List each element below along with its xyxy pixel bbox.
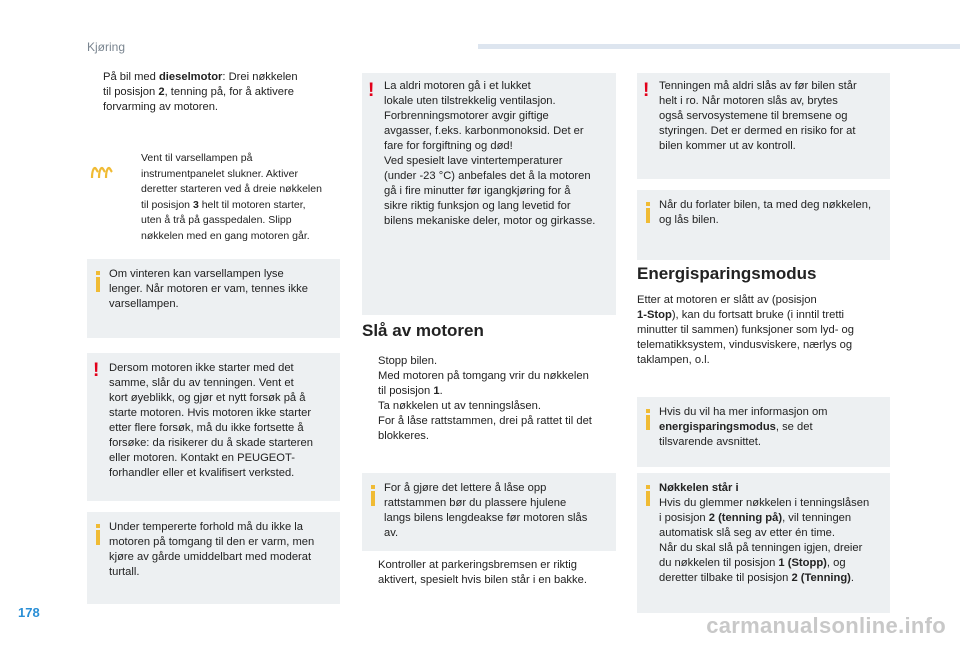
list-item: Med motoren på tomgang vrir du nøkkelen til posisjon 1. [362,369,618,399]
arrow-icon [362,369,378,399]
watermark: carmanualsonline.info [706,613,946,638]
info-box-leave-car: Når du forlater bilen, ta med deg nøkkelen, og lås bilen. [637,190,890,260]
heading-stop-engine: Slå av motoren [362,321,484,340]
warning-icon: ! [368,80,375,101]
section-title: Kjøring [87,40,126,54]
warning-box-start-failure: ! Dersom motoren ikke starter med det samme, slår du av tenningen. Vent et kort øyeblikk, og gjør et nytt forsøk på å starte motoren. Hvis motoren ikke starter etter flere forsøk, må du ikke fortsette å forsøke: da risikerer du å skade starteren eller motoren. Kontakt en PEUGEOT- forhandler eller et kvalifisert verksted. [87,353,340,501]
diesel-text: På bil med dieselmotor: Drei nøkkelen til posisjon 2, tenning på, for å aktivere forvarming av motoren. [103,71,298,113]
arrow-icon [87,70,103,115]
stop-steps-list [362,354,618,444]
glow-plug-icon [90,166,116,180]
info-icon [93,271,104,293]
arrow-icon [362,399,378,414]
info-icon [643,409,654,431]
heading-energy-saving: Energisparingsmodus [637,264,817,283]
energy-saving-paragraph: Etter at motoren er slått av (posisjon 1-Stop), kan du fortsatt bruke (i inntil tretti minutter til sammen) funksjoner som lyd- og telematikksystem, vindusviskere, nærlys og taklampen, o.l. [637,294,854,366]
page-number: 178 [18,605,40,620]
info-box-temperate: Under tempererte forhold må du ikke la motoren på tomgang til den er varm, men kjøre av gårde umiddelbart med moderat turtall. [87,512,340,604]
arrow-icon [362,414,378,444]
list-item: For å låse rattstammen, drei på rattet til det blokkeres. [362,414,618,444]
info-box-steering-lock: For å gjøre det lettere å låse opp rattstammen bør du plassere hjulene langs bilens lengdeakse før motoren slås av. [362,473,616,551]
info-icon [643,485,654,507]
header-bar [478,44,960,49]
list-item: Ta nøkkelen ut av tenningslåsen. [362,399,618,414]
info-box-key-left: Nøkkelen står i Hvis du glemmer nøkkelen i tenningslåsen i posisjon 2 (tenning på), vil tenningen automatisk slå seg av etter én time. Når du skal slå på tenningen igjen, dreier du nøkkelen til posisjon 1 (Stopp), og deretter tilbake til posisjon 2 (Tenning). [637,473,890,613]
info-box-winter: Om vinteren kan varsellampen lyse lenger. Når motoren er vam, tennes ikke varsellampen. [87,259,340,338]
key-left-title: Nøkkelen står i [659,482,739,494]
glow-note: Vent til varsellampen på instrumentpanelet slukner. Aktiver deretter starteren ved å dreie nøkkelen til posisjon 3 helt til motoren starter, uten å trå på gasspedalen. Slipp nøkkelen med en gang motoren går. [141,152,322,242]
warning-icon: ! [93,360,100,381]
warning-box-ventilation: ! La aldri motoren gå i et lukket lokale uten tilstrekkelig ventilasjon. Forbrenningsmotorer avgir giftige avgasser, f.eks. karbonmonoksid. Det er fare for forgiftning og død! Ved spesielt lave vintertemperaturer (under -23 °C) anbefales det å la motoren gå i fire minutter før igangkjøring for å sikre riktig funksjon og lang levetid for bilens mekaniske deler, motor og girkasse. [362,73,616,315]
diesel-bullet [87,70,337,115]
parking-brake-bullet: Kontroller at parkeringsbremsen er riktig aktivert, spesielt hvis bilen står i en bakke. [362,558,618,588]
info-icon [643,202,654,224]
info-box-more-info: Hvis du vil ha mer informasjon om energisparingsmodus, se det tilsvarende avsnittet. [637,397,890,467]
arrow-icon [362,558,378,588]
info-icon [368,485,379,507]
info-icon [93,524,104,546]
arrow-icon [362,354,378,369]
list-item: Stopp bilen. [362,354,618,369]
warning-box-ignition: ! Tenningen må aldri slås av før bilen står helt i ro. Når motoren slås av, brytes også servosystemene til bremsene og styringen. Det er dermed en risiko for at bilen kommer ut av kontroll. [637,73,890,179]
warning-icon: ! [643,80,650,101]
